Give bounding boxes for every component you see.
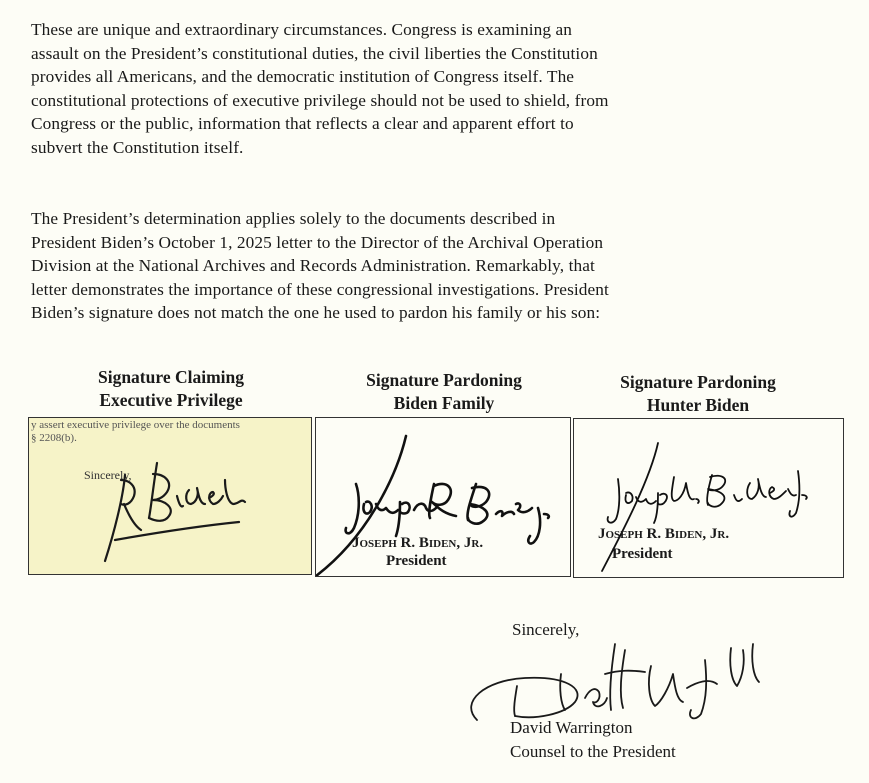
paragraph-circumstances	[31, 18, 851, 160]
text-line: The President’s determination applies solely to the documents described in	[31, 209, 556, 228]
text-line: subvert the Constitution itself.	[31, 137, 244, 157]
paragraph-determination	[31, 207, 851, 325]
printed-signer-title: President	[612, 546, 673, 562]
signer-title: Counsel to the President	[510, 742, 676, 761]
signature-image-executive-privilege	[28, 417, 312, 575]
signature-image-biden-family	[315, 417, 571, 577]
handwritten-signature-warrington	[455, 630, 795, 730]
printed-signer-title: President	[386, 553, 447, 569]
heading-line: Biden Family	[393, 393, 495, 413]
printed-signer-name	[598, 525, 729, 544]
document-fragment-line: y assert executive privilege over the documents	[31, 419, 240, 431]
closing-salutation: Sincerely,	[512, 620, 580, 639]
printed-name-text: Joseph R. Biden, Jr.	[598, 526, 730, 542]
printed-signer-name	[352, 534, 483, 553]
printed-name-text: Joseph R. Biden, Jr.	[352, 535, 484, 551]
text-line: provides all Americans, and the democratic institution of Congress itself. The	[31, 67, 575, 87]
column-heading-biden-family	[316, 369, 572, 415]
heading-line: Signature Pardoning	[620, 372, 776, 392]
column-heading-executive-privilege	[40, 366, 302, 412]
text-line: constitutional protections of executive privilege should not be used to shield, from	[31, 90, 609, 110]
text-line: Division at the National Archives and Records Administration. Remarkably, that	[31, 256, 595, 276]
text-line: Biden’s signature does not match the one he used to pardon his family or his son:	[31, 303, 601, 323]
document-fragment-line: § 2208(b).	[31, 432, 77, 444]
text-line: Congress or the public, information that reflects a clear and apparent effort to	[31, 114, 574, 134]
signer-name: David Warrington	[510, 718, 633, 737]
heading-line: Signature Claiming	[97, 367, 244, 387]
text-line: assault on the President’s constitutional duties, the civil liberties the Constitution	[31, 43, 598, 63]
text-line: letter demonstrates the importance of these congressional investigations. President	[31, 279, 609, 299]
heading-line: Hunter Biden	[646, 395, 750, 415]
text-line: These are unique and extraordinary circumstances. Congress is examining an	[31, 20, 573, 39]
signature-image-hunter-biden	[573, 418, 844, 578]
handwritten-signature-autopen	[29, 418, 312, 575]
text-line: President Biden’s October 1, 2025 letter to the Director of the Archival Operation	[31, 232, 604, 252]
column-heading-hunter-biden	[573, 371, 823, 417]
sincerely-small-text: Sincerely,	[84, 468, 132, 482]
heading-line: Executive Privilege	[99, 390, 243, 410]
heading-line: Signature Pardoning	[366, 370, 522, 390]
